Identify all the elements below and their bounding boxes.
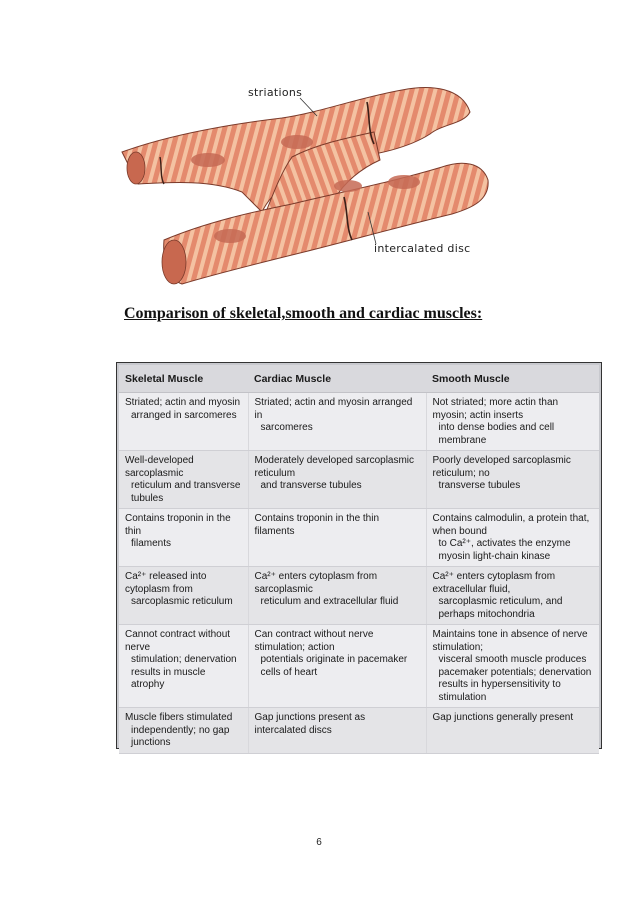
table-cell: Ca²⁺ released into cytoplasm from sarcoplasmic reticulum <box>119 567 248 625</box>
nucleus <box>214 229 246 243</box>
table-cell: Moderately developed sarcoplasmic reticulum and transverse tubules <box>248 451 426 509</box>
table-row <box>119 625 599 708</box>
table-cell: Ca²⁺ enters cytoplasm from sarcoplasmic reticulum and extracellular fluid <box>248 567 426 625</box>
table-cell: Contains troponin in the thin filaments <box>119 509 248 567</box>
table-cell: Striated; actin and myosin arranged in sarcomeres <box>248 393 426 451</box>
table-cell: Not striated; more actin than myosin; actin inserts into dense bodies and cell membrane <box>426 393 599 451</box>
table-cell: Gap junctions present as intercalated discs <box>248 708 426 754</box>
comparison-table-inner <box>119 365 599 746</box>
nucleus <box>334 180 362 192</box>
table-cell: Poorly developed sarcoplasmic reticulum; no transverse tubules <box>426 451 599 509</box>
table-cell: Striated; actin and myosin arranged in sarcomeres <box>119 393 248 451</box>
nucleus <box>191 153 225 167</box>
label-intercalated-disc: intercalated disc <box>374 242 471 255</box>
table-cell: Gap junctions generally present <box>426 708 599 754</box>
cardiac-muscle-figure <box>112 72 502 304</box>
table-row <box>119 708 599 754</box>
comparison-table <box>119 365 599 754</box>
table-header-row <box>119 365 599 393</box>
table-row <box>119 451 599 509</box>
table-row <box>119 393 599 451</box>
page-number: 6 <box>316 837 322 848</box>
section-heading: Comparison of skeletal,smooth and cardiac muscles: <box>124 305 483 322</box>
comparison-table-frame <box>116 362 602 749</box>
table-row <box>119 567 599 625</box>
nucleus <box>388 175 420 189</box>
table-cell: Contains troponin in the thin filaments <box>248 509 426 567</box>
fiber-cut-end <box>162 240 186 284</box>
header-cardiac: Cardiac Muscle <box>248 365 426 393</box>
table-cell: Ca²⁺ enters cytoplasm from extracellular fluid, sarcoplasmic reticulum, and perhaps mitochondria <box>426 567 599 625</box>
table-row <box>119 509 599 567</box>
table-cell: Cannot contract without nerve stimulation; denervation results in muscle atrophy <box>119 625 248 708</box>
label-striations: striations <box>248 86 303 99</box>
fiber-cut-end <box>127 152 145 184</box>
table-cell: Well-developed sarcoplasmic reticulum and transverse tubules <box>119 451 248 509</box>
header-smooth: Smooth Muscle <box>426 365 599 393</box>
table-cell: Contains calmodulin, a protein that, when bound to Ca²⁺, activates the enzyme myosin light-chain kinase <box>426 509 599 567</box>
table-cell: Can contract without nerve stimulation; action potentials originate in pacemaker cells of heart <box>248 625 426 708</box>
header-skeletal: Skeletal Muscle <box>119 365 248 393</box>
table-cell: Maintains tone in absence of nerve stimulation; visceral smooth muscle produces pacemaker potentials; denervation results in hypersensitivity to stimulation <box>426 625 599 708</box>
nucleus <box>281 135 313 149</box>
table-cell: Muscle fibers stimulated independently; no gap junctions <box>119 708 248 754</box>
